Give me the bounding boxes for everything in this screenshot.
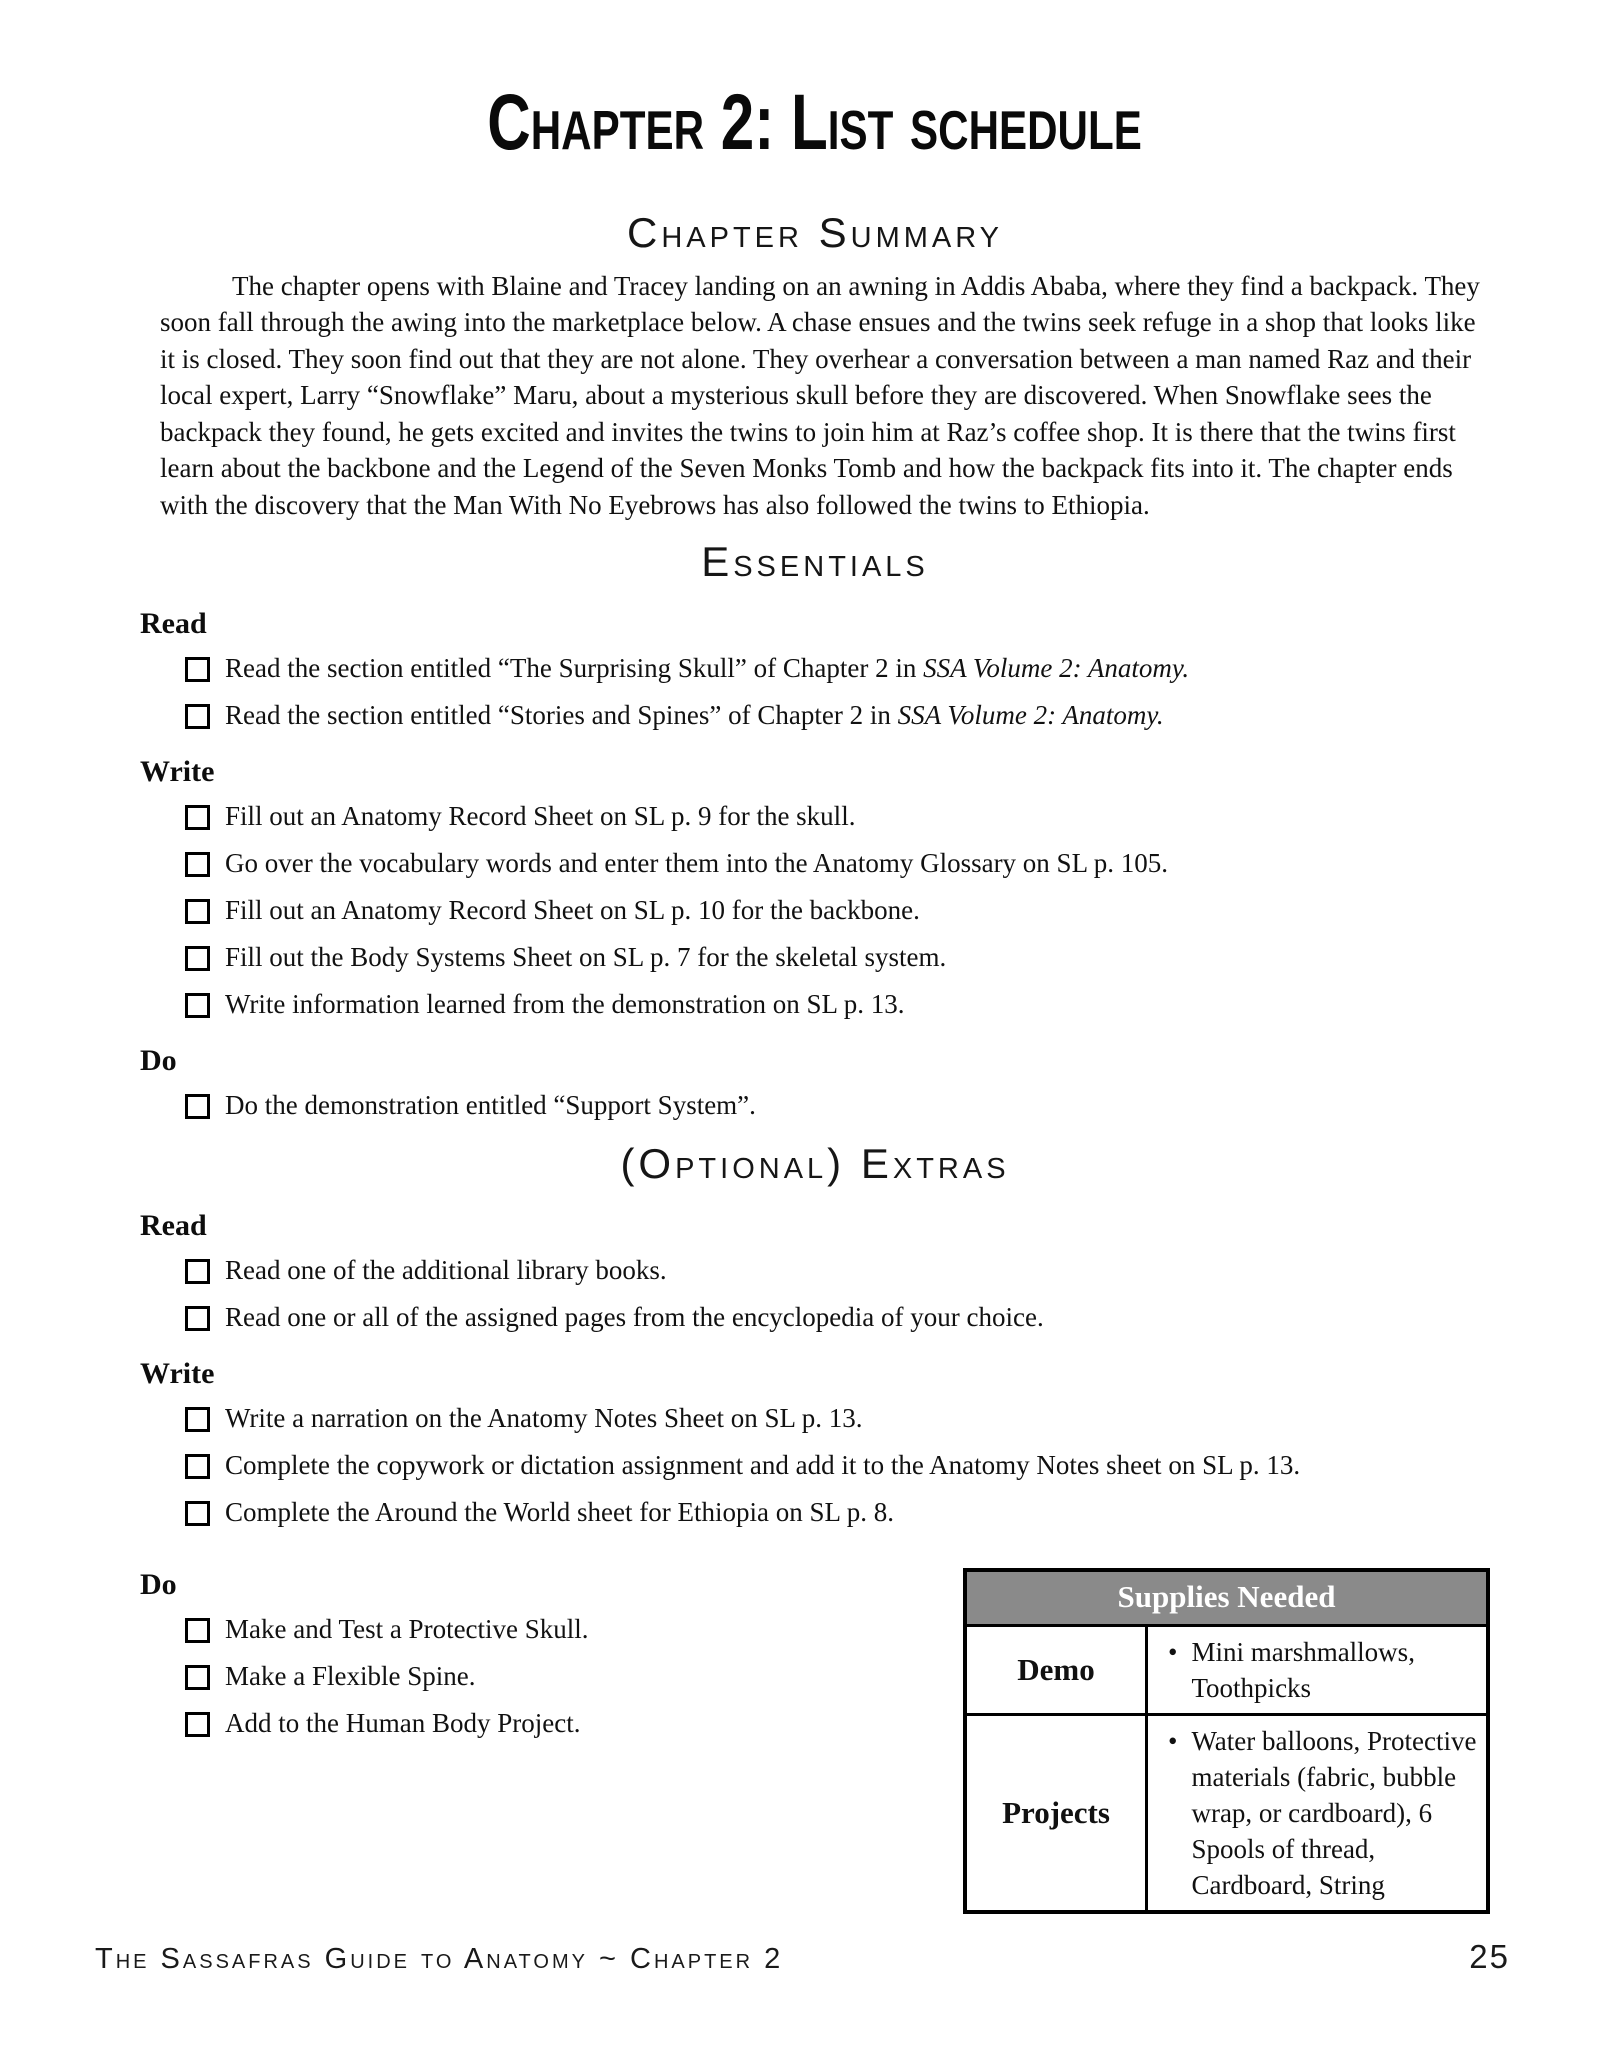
checklist-item-text: Complete the Around the World sheet for Ethiopia on SL p. 8. [225,1497,894,1527]
checklist-item-text: Make a Flexible Spine. [225,1661,476,1691]
checklist-item [185,1450,1490,1481]
checklist-item [185,1090,1490,1121]
checklist-item [185,1708,963,1739]
checkbox-icon [185,946,210,971]
essentials-read-list [140,653,1490,731]
extras-do-label: Do [140,1568,177,1601]
checklist-item-text: Add to the Human Body Project. [225,1708,581,1738]
page-footer [95,1938,1510,1976]
checkbox-icon [185,899,210,924]
checkbox-icon [185,1094,210,1119]
essentials-write-label: Write [140,755,215,788]
page-title [140,78,1490,166]
checkbox-icon [185,1501,210,1526]
checklist-item-text: Complete the copywork or dictation assignment and add it to the Anatomy Notes sheet on SL p. 13. [225,1450,1301,1480]
checklist-item-text: Read the section entitled “The Surprising Skull” of Chapter 2 in SSA Volume 2: Anatomy. [225,653,1190,683]
checkbox-icon [185,1712,210,1737]
checklist-item-text: Read one or all of the assigned pages from the encyclopedia of your choice. [225,1302,1044,1332]
chapter-summary-paragraph: The chapter opens with Blaine and Tracey landing on an awning in Addis Ababa, where they find a backpack. They soon fall through the awing into the marketplace below. A chase ensues and the twins seek refuge in a shop that looks like it is closed. They soon find out that they are not alone. They overhear a conversation between a man named Raz and their local expert, Larry “Snowflake” Maru, about a mysterious skull before they are discovered. When Snowflake sees the backpack they found, he gets excited and invites the twins to join him at Raz’s coffee shop. It is there that the twins first learn about the backbone and the Legend of the Seven Monks Tomb and how the backpack fits into it. The chapter ends with the discovery that the Man With No Eyebrows has also followed the twins to Ethiopia. [160,270,1480,520]
checkbox-icon [185,657,210,682]
bullet-icon: • [1168,1637,1178,1667]
checkbox-icon [185,1618,210,1643]
checkbox-icon [185,1259,210,1284]
footer-book-title: The Sassafras Guide to Anatomy ~ Chapter 2 [95,1943,784,1975]
checklist-item [185,700,1490,731]
supplies-table-title: Supplies Needed [965,1570,1488,1626]
extras-do-and-supplies-row [140,1544,1490,1914]
supplies-row-items [1147,1715,1489,1913]
checklist-item-text: Go over the vocabulary words and enter them into the Anatomy Glossary on SL p. 105. [225,848,1169,878]
checkbox-icon [185,805,210,830]
extras-write-label: Write [140,1357,215,1390]
supply-item-text: Mini marshmallows, Toothpicks [1191,1637,1415,1703]
checklist-item-text: Do the demonstration entitled “Support System”. [225,1090,756,1120]
checkbox-icon [185,1454,210,1479]
essentials-write-list [140,801,1490,1020]
supplies-row-label-projects: Projects [965,1715,1147,1913]
checklist-item [185,848,1490,879]
extras-write-list [140,1403,1490,1528]
checkbox-icon [185,1306,210,1331]
checklist-item-text: Read the section entitled “Stories and Spines” of Chapter 2 in SSA Volume 2: Anatomy. [225,700,1164,730]
bullet-list-item [1158,1634,1478,1706]
essentials-read-label: Read [140,607,207,640]
page-title-text: Chapter 2: List schedule [487,78,1143,166]
table-row [965,1715,1488,1913]
checkbox-icon [185,993,210,1018]
checklist-item [185,942,1490,973]
extras-do-column [140,1544,963,1755]
extras-read-list [140,1255,1490,1333]
extras-read-label: Read [140,1209,207,1242]
checklist-item-text: Read one of the additional library books. [225,1255,667,1285]
checklist-item [185,1302,1490,1333]
checkbox-icon [185,1407,210,1432]
checklist-item [185,895,1490,926]
essentials-do-label: Do [140,1044,177,1077]
supplies-row-items [1147,1626,1489,1715]
essentials-do-list [140,1090,1490,1121]
checklist-item-text: Fill out the Body Systems Sheet on SL p. 7 for the skeletal system. [225,942,947,972]
bullet-list-item [1158,1723,1478,1903]
supplies-row-label-demo: Demo [965,1626,1147,1715]
checkbox-icon [185,852,210,877]
table-header-row [965,1570,1488,1626]
checklist-item-text: Fill out an Anatomy Record Sheet on SL p. 9 for the skull. [225,801,856,831]
section-heading-optional-extras: (Optional) Extras [620,1140,1010,1187]
section-heading-essentials: Essentials [701,538,929,585]
supply-item-text: Water balloons, Protective materials (fabric, bubble wrap, or cardboard), 6 Spools of thread, Cardboard, String [1191,1726,1477,1900]
checklist-item [185,653,1490,684]
checklist-item-text: Make and Test a Protective Skull. [225,1614,589,1644]
checkbox-icon [185,704,210,729]
bullet-icon: • [1168,1726,1178,1756]
checklist-item [185,801,1490,832]
checklist-item-text: Write a narration on the Anatomy Notes Sheet on SL p. 13. [225,1403,863,1433]
checklist-item-text: Write information learned from the demonstration on SL p. 13. [225,989,905,1019]
checklist-item [185,989,1490,1020]
supplies-needed-table [963,1568,1490,1914]
checklist-item [185,1614,963,1645]
checklist-item [185,1255,1490,1286]
extras-do-list [140,1614,963,1739]
checklist-item-text: Fill out an Anatomy Record Sheet on SL p. 10 for the backbone. [225,895,920,925]
checklist-item [185,1497,1490,1528]
checkbox-icon [185,1665,210,1690]
page-number: 25 [1469,1938,1510,1975]
checklist-item [185,1661,963,1692]
checklist-item [185,1403,1490,1434]
table-row [965,1626,1488,1715]
section-heading-chapter-summary: Chapter Summary [626,208,1003,256]
